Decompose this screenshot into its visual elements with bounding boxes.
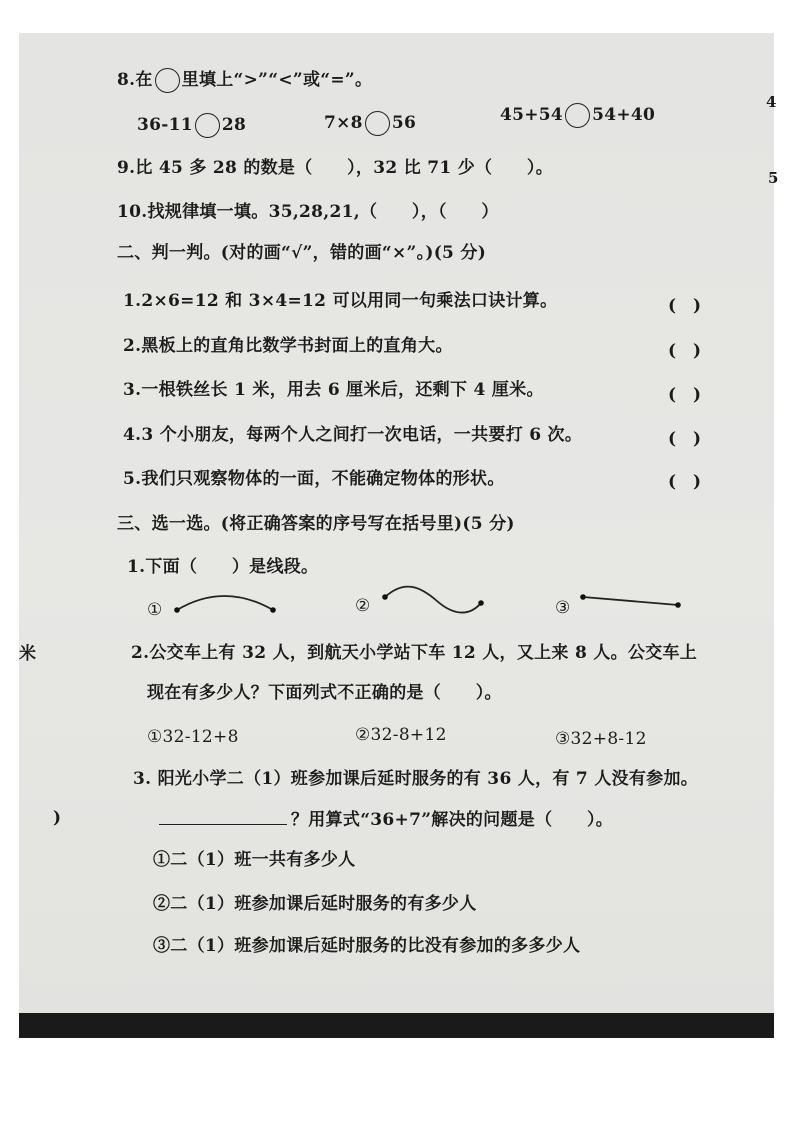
margin-left-paren: ) bbox=[53, 808, 62, 828]
q8-item-1-left: 36-11 bbox=[137, 115, 193, 135]
wave-2-endpoint-left bbox=[382, 594, 388, 600]
q8-prompt bbox=[117, 68, 372, 93]
fill-in-blank-line[interactable] bbox=[159, 808, 287, 825]
curve-1-endpoint-right bbox=[270, 607, 276, 613]
q8-item-2 bbox=[324, 111, 416, 136]
q10-text: 10.找规律填一填。35,28,21,（ ），（ ） bbox=[117, 202, 499, 222]
wave-2-path bbox=[385, 587, 481, 613]
s2-item-1-paren[interactable]: ( ) bbox=[668, 296, 702, 316]
curve-figure-1 bbox=[169, 588, 279, 618]
q8-prompt-a: 8.在 bbox=[117, 70, 153, 90]
margin-right-4: 4 bbox=[766, 93, 777, 111]
s3-q2-option-3: ③32+8-12 bbox=[555, 729, 647, 749]
compare-circle[interactable] bbox=[155, 68, 180, 93]
s3-q3-line2: ？用算式“36+7”解决的问题是（ ）。 bbox=[291, 810, 614, 830]
s2-item-2-paren[interactable]: ( ) bbox=[668, 341, 702, 361]
s2-item-1: 1.2×6=12 和 3×4=12 可以用同一句乘法口诀计算。 bbox=[123, 291, 558, 311]
s3-q3-option-1: ①二（1）班一共有多少人 bbox=[153, 850, 356, 870]
s3-q1-text: 1.下面（ ）是线段。 bbox=[127, 557, 319, 577]
s3-q3-line1: 3. 阳光小学二（1）班参加课后延时服务的有 36 人，有 7 人没有参加。 bbox=[133, 769, 699, 789]
curve-1-endpoint-left bbox=[174, 607, 180, 613]
s2-item-5: 5.我们只观察物体的一面，不能确定物体的形状。 bbox=[123, 469, 505, 489]
segment-3-line bbox=[583, 597, 678, 605]
margin-left-mi: 米 bbox=[19, 644, 37, 664]
wave-figure-2 bbox=[377, 583, 487, 621]
q8-item-1-circle[interactable] bbox=[195, 113, 220, 138]
segment-3-endpoint-right bbox=[675, 602, 681, 608]
s3-q3-option-3: ③二（1）班参加课后延时服务的比没有参加的多多少人 bbox=[153, 936, 581, 956]
s3-q2-option-2: ②32-8+12 bbox=[355, 725, 447, 745]
s3-q1-option-2-label: ② bbox=[355, 596, 371, 616]
s2-item-4: 4.3 个小朋友，每两个人之间打一次电话，一共要打 6 次。 bbox=[123, 425, 583, 445]
s2-item-2: 2.黑板上的直角比数学书封面上的直角大。 bbox=[123, 336, 453, 356]
wave-2-endpoint-right bbox=[478, 600, 484, 606]
segment-figure-3 bbox=[575, 591, 685, 611]
s2-item-4-paren[interactable]: ( ) bbox=[668, 429, 702, 449]
bleed-through-text bbox=[474, 61, 488, 81]
section2-heading: 二、判一判。(对的画“√”，错的画“×”。)(5 分) bbox=[117, 243, 487, 263]
margin-right-5: 5 bbox=[768, 169, 779, 187]
s2-item-3: 3.一根铁丝长 1 米，用去 6 厘米后，还剩下 4 厘米。 bbox=[123, 380, 544, 400]
q8-item-3-right: 54+40 bbox=[592, 105, 656, 125]
worksheet-photo bbox=[19, 33, 779, 1038]
s3-q2-line1: 2.公交车上有 32 人，到航天小学站下车 12 人，又上来 8 人。公交车上 bbox=[131, 643, 698, 663]
q8-item-2-left: 7×8 bbox=[324, 113, 363, 133]
s2-item-3-paren[interactable]: ( ) bbox=[668, 385, 702, 405]
q8-item-3-circle[interactable] bbox=[565, 103, 590, 128]
bottom-dark-band bbox=[19, 1013, 774, 1038]
segment-3-endpoint-left bbox=[580, 594, 586, 600]
q8-item-2-circle[interactable] bbox=[365, 111, 390, 136]
s3-q2-option-1: ①32-12+8 bbox=[147, 727, 239, 747]
curve-1-path bbox=[177, 596, 273, 610]
s3-q1-option-3-label: ③ bbox=[555, 598, 571, 618]
s3-q3-option-2: ②二（1）班参加课后延时服务的有多少人 bbox=[153, 894, 477, 914]
s3-q2-line2: 现在有多少人？下面列式不正确的是（ ）。 bbox=[147, 683, 502, 703]
q8-item-2-right: 56 bbox=[391, 113, 417, 133]
s3-q3-line2-wrap bbox=[159, 808, 613, 831]
q8-prompt-b: 里填上“>”“<”或“=”。 bbox=[181, 70, 373, 90]
s2-item-5-paren[interactable]: ( ) bbox=[668, 472, 702, 492]
q9-text: 9.比 45 多 28 的数是（ ），32 比 71 少（ ）。 bbox=[117, 158, 554, 178]
q8-item-1-right: 28 bbox=[221, 115, 247, 135]
q8-item-3 bbox=[500, 103, 655, 128]
q8-item-3-left: 45+54 bbox=[500, 105, 564, 125]
s3-q1-option-1-label: ① bbox=[147, 600, 163, 620]
q8-item-1 bbox=[137, 113, 246, 138]
section3-heading: 三、选一选。(将正确答案的序号写在括号里)(5 分) bbox=[117, 514, 515, 534]
